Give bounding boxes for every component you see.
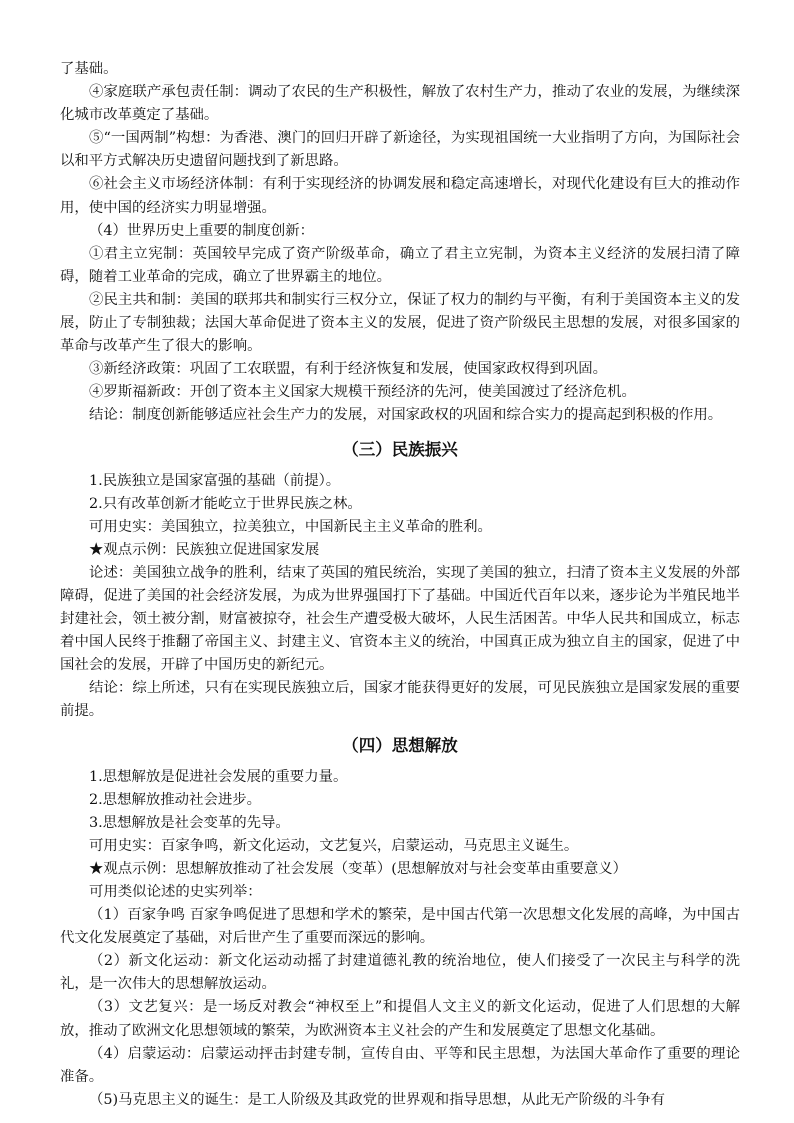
paragraph: 论述：美国独立战争的胜利，结束了英国的殖民统治，实现了美国的独立，扫清了资本主义发展的外部障碍，促进了美国的社会经济发展，为成为世界强国打下了基础。中国近代百年以来，逐步论为半殖民地半封建社会，领土被分割，财富被掠夺，社会生产遭受极大破坏，人民生活困苦。中华人民共和国成立，标志着中国人民终于推翻了帝国主义、封建主义、官资本主义的统治，中国真正成为独立自主的国家，促进了中国社会的发展，开辟了中国历史的新纪元。 xyxy=(60,564,740,674)
paragraph: 结论：制度创新能够适应社会生产力的发展，对国家政权的巩固和综合实力的提高起到积极的作用。 xyxy=(89,407,723,424)
paragraph: 可用类似论述的史实列举： xyxy=(89,884,262,900)
paragraph: ③新经济政策：巩固了工农联盟，有利于经济恢复和发展，使国家政权得到巩固。 xyxy=(89,361,608,378)
paragraph: 可用史实：美国独立，拉美独立，中国新民主主义革命的胜利。 xyxy=(89,518,492,535)
paragraph: ⑥社会主义市场经济体制：有利于实现经济的协调发展和稳定高速增长，对现代化建设有巨大的推动作用，使中国的经济实力明显增强。 xyxy=(60,176,740,216)
paragraph: ①君主立宪制：英国较早完成了资产阶级革命，确立了君主立宪制，为资本主义经济的发展扫清了障碍，随着工业革命的完成，确立了世界霸主的地位。 xyxy=(60,245,740,285)
paragraph: 2.思想解放推动社会进步。 xyxy=(89,791,262,808)
section-national-rejuvenation xyxy=(60,470,740,724)
paragraph: （1）百家争鸣 百家争鸣促进了思想和学术的繁荣，是中国古代第一次思想文化发展的高峰，为中国古代文化发展奠定了基础，对后世产生了重要而深远的影响。 xyxy=(60,907,740,947)
paragraph: 结论：综上所述，只有在实现民族独立后，国家才能获得更好的发展，可见民族独立是国家发展的重要前提。 xyxy=(60,680,740,720)
paragraph: 1.思想解放是促进社会发展的重要力量。 xyxy=(89,768,348,785)
paragraph: ⑤“一国两制”构想：为香港、澳门的回归开辟了新途径，为实现祖国统一大业指明了方向，为国际社会以和平方式解决历史遗留问题找到了新思路。 xyxy=(60,130,740,170)
paragraph: ★观点示例：民族独立促进国家发展 xyxy=(89,541,320,558)
heading-thought-liberation: （四）思想解放 xyxy=(342,735,458,755)
paragraph: 了基础。 xyxy=(60,61,118,77)
paragraph: ④家庭联产承包责任制：调动了农民的生产积极性，解放了农村生产力，推动了农业的发展，为继续深化城市改革奠定了基础。 xyxy=(60,84,740,124)
paragraph: （4）世界历史上重要的制度创新： xyxy=(89,222,315,239)
document-page xyxy=(60,58,740,1112)
paragraph: 1.民族独立是国家富强的基础（前提）。 xyxy=(89,472,341,489)
paragraph: ②民主共和制：美国的联邦共和制实行三权分立，保证了权力的制约与平衡，有利于美国资本主义的发展，防止了专制独裁；法国大革命促进了资本主义的发展，促进了资产阶级民主思想的发展，对很多国家的革命与改革产生了很大的影响。 xyxy=(60,291,740,355)
heading-national-rejuvenation: （三）民族振兴 xyxy=(342,439,458,459)
paragraph: ④罗斯福新政：开创了资本主义国家大规模干预经济的先河，使美国渡过了经济危机。 xyxy=(89,384,636,401)
paragraph: 可用史实：百家争鸣，新文化运动，文艺复兴，启蒙运动，马克思主义诞生。 xyxy=(89,837,579,854)
paragraph: 3.思想解放是社会变革的先导。 xyxy=(89,814,290,831)
section-institutional-innovation xyxy=(60,58,740,428)
paragraph: （4）启蒙运动：启蒙运动抨击封建专制，宣传自由、平等和民主思想，为法国大革命作了重要的理论准备。 xyxy=(60,1045,740,1085)
paragraph: （5)马克思主义的诞生：是工人阶级及其政党的世界观和指导思想，从此无产阶级的斗争有 xyxy=(89,1091,666,1108)
paragraph: （2）新文化运动：新文化运动动摇了封建道德礼教的统治地位，使人们接受了一次民主与科学的洗礼，是一次伟大的思想解放运动。 xyxy=(60,953,740,993)
paragraph: 2.只有改革创新才能屹立于世界民族之林。 xyxy=(89,495,362,512)
paragraph: ★观点示例：思想解放推动了社会发展（变革）(思想解放对与社会变革由重要意义） xyxy=(89,860,628,877)
section-thought-liberation xyxy=(60,766,740,1112)
paragraph: （3）文艺复兴：是一场反对教会“神权至上”和提倡人文主义的新文化运动，促进了人们思想的大解放，推动了欧洲文化思想领域的繁荣，为欧洲资本主义社会的产生和发展奠定了思想文化基础。 xyxy=(60,999,740,1039)
